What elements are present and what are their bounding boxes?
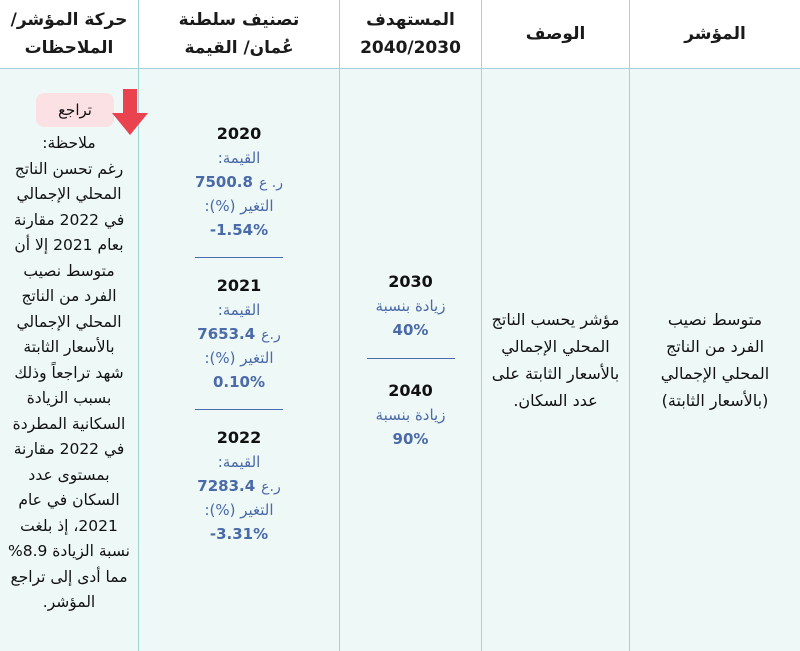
rank-block-2022 [197,426,280,546]
header-movement [0,0,138,68]
value-line [197,474,280,498]
movement-cell [0,69,138,651]
target-cell [339,69,481,651]
header-movement-label: حركة المؤشر/ الملاحظات [10,10,128,58]
trend-indicator [8,81,130,131]
rank-year: 2020 [216,124,262,143]
value-label: القيمة: [217,301,261,319]
currency-unit: ر.ع [261,479,281,495]
rank-year: 2022 [216,428,262,447]
rank-cell [138,69,339,651]
note-title: ملاحظة: [42,134,96,152]
description-text: مؤشر يحسب الناتج المحلي الإجمالي بالأسعار الثابتة على عدد السكان. [491,310,620,410]
target-year-2040: 2040 [388,380,433,400]
target-label-2040: زيادة بنسبة [375,405,446,424]
rank-value: 7283.4 [197,477,256,495]
change-value: 0.10% [212,373,266,391]
description-cell [481,69,629,651]
change-value: -3.31% [209,525,269,543]
value-line [197,322,280,346]
rank-value: 7653.4 [197,325,256,343]
value-label: القيمة: [217,149,261,167]
rank-block-2021 [197,274,280,394]
trend-badge: تراجع [36,93,114,127]
target-value-2040: 90% [392,429,429,448]
rank-divider [195,409,283,410]
header-description: الوصف [481,0,629,68]
rank-year: 2021 [216,276,262,295]
rank-block-2020 [195,122,283,242]
change-value: -1.54% [209,221,269,239]
value-label: القيمة: [217,453,261,471]
rank-value: 7500.8 [195,173,253,191]
target-divider [367,358,455,359]
header-target [339,0,481,68]
header-indicator: المؤشر [629,0,800,68]
currency-unit: ر. ع [258,175,283,191]
header-rank-label: تصنيف سلطنة عُمان/ القيمة [178,10,300,58]
down-arrow-icon [110,89,150,137]
change-label: التغير (%): [204,197,274,215]
change-label: التغير (%): [204,501,274,519]
value-line [195,170,283,194]
indicator-cell [629,69,800,651]
target-label-2030: زيادة بنسبة [375,296,446,315]
target-year-2030: 2030 [388,271,433,291]
indicator-name: متوسط نصيب الفرد من الناتج المحلي الإجمالي (بالأسعار الثابتة) [660,310,770,410]
currency-unit: ر.ع [261,327,281,343]
table-header-row [0,0,800,69]
rank-divider [195,257,283,258]
header-target-label: المستهدف 2040/2030 [360,10,461,58]
header-rank [138,0,339,68]
target-value-2030: 40% [392,320,429,339]
change-label: التغير (%): [204,349,274,367]
note-text: رغم تحسن الناتج المحلي الإجمالي في 2022 مقارنة بعام 2021 إلا أن متوسط نصيب الفرد من الناتج المحلي الإجمالي بالأسعار الثابتة شهد تراجعاً وذلك بسبب الزيادة السكانية المطردة في 2022 مقارنة بمستوى عدد السكان في عام 2021، إذ بلغت نسبة الزيادة 8.9% مما أدى إلى تراجع المؤشر. [7,159,130,611]
table-row [0,69,800,651]
